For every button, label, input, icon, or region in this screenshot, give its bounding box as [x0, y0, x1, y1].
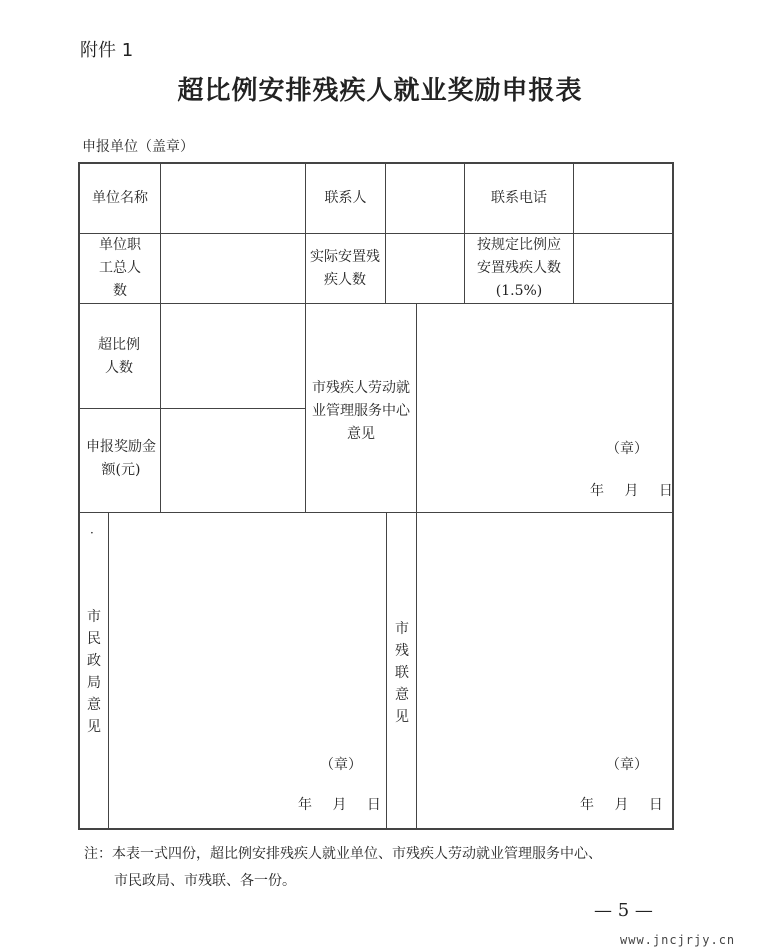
center-stamp-label: （章） [606, 441, 648, 457]
actual-disabled-field[interactable] [386, 234, 464, 303]
unit-name-label: 单位名称 [92, 190, 148, 206]
federation-stamp-label: （章） [606, 757, 648, 773]
unit-name-field[interactable] [161, 164, 305, 233]
attachment-label: 附件 1 [80, 40, 134, 61]
column-divider [386, 512, 387, 828]
note-line-1: 注：本表一式四份，超比例安排残疾人就业单位、市残疾人劳动就业管理服务中心、 [84, 846, 602, 862]
contact-person-label: 联系人 [324, 190, 367, 206]
contact-phone-field[interactable] [574, 164, 672, 233]
center-date-label: 年 月 日 [590, 483, 673, 499]
page-number: — 5 — [594, 900, 653, 921]
total-staff-label: 单位职工总人数 [99, 237, 141, 299]
applicant-unit-label: 申报单位（盖章） [82, 139, 194, 155]
actual-disabled-label: 实际安置残疾人数 [310, 248, 380, 288]
federation-opinion-field[interactable] [417, 513, 672, 828]
table-border-left [78, 162, 80, 830]
required-disabled-label: 按规定比例应安置残疾人数(1.5%) [477, 237, 561, 299]
page-title: 超比例安排残疾人就业奖励申报表 [177, 76, 583, 106]
civil-affairs-opinion-field[interactable] [109, 513, 386, 828]
civil-affairs-stamp-label: （章） [320, 757, 362, 773]
excess-count-field[interactable] [161, 304, 305, 408]
center-opinion-label: 市残疾人劳动就业管理服务中心意见 [312, 379, 410, 442]
table-border-bottom [78, 828, 674, 830]
contact-phone-label: 联系电话 [491, 190, 547, 206]
required-disabled-field[interactable] [574, 234, 672, 303]
civil-affairs-date-label: 年 月 日 [298, 797, 381, 813]
contact-person-field[interactable] [386, 164, 464, 233]
dot-mark: · [90, 526, 94, 540]
federation-date-label: 年 月 日 [580, 797, 663, 813]
note-line-2: 市民政局、市残联、各一份。 [114, 873, 296, 889]
total-staff-field[interactable] [161, 234, 305, 303]
reward-amount-field[interactable] [161, 409, 305, 512]
civil-affairs-opinion-label: 市民政局意见 [87, 609, 101, 735]
excess-count-label: 超比例人数 [98, 337, 140, 376]
reward-amount-label: 申报奖励金额(元) [86, 439, 156, 478]
federation-opinion-label: 市残联意见 [395, 621, 409, 725]
site-watermark: www.jncjrjy.cn [620, 933, 736, 947]
